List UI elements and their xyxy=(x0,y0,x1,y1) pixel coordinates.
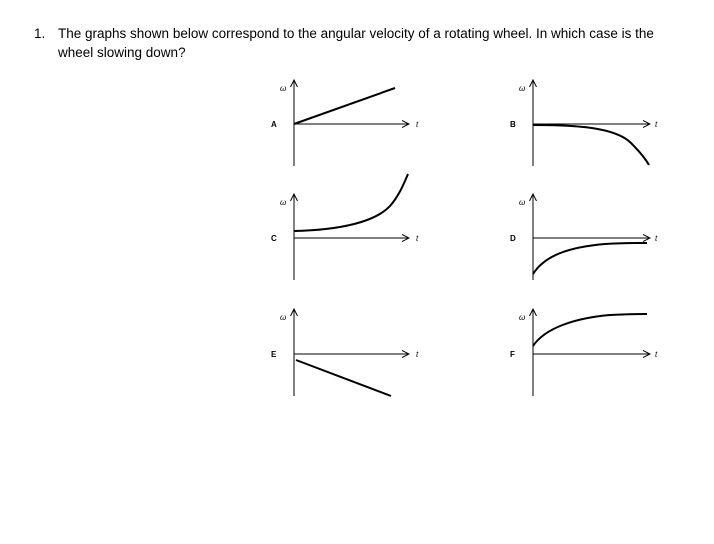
question-text: The graphs shown below correspond to the angular velocity of a rotating wheel. In which case is the wheel slowing down? xyxy=(58,26,654,60)
graph-e xyxy=(271,309,419,396)
graph-f-t-label: t xyxy=(655,350,658,359)
graph-d-letter: D xyxy=(510,234,516,243)
graph-b-t-label: t xyxy=(655,120,658,129)
graph-f-omega-label: ω xyxy=(519,313,526,322)
graph-b-curve xyxy=(533,125,649,165)
graph-d-t-label: t xyxy=(655,234,658,243)
graph-b-omega-label: ω xyxy=(519,84,526,93)
graph-c xyxy=(271,174,419,280)
graph-e-letter: E xyxy=(271,350,277,359)
graph-d-omega-label: ω xyxy=(519,198,526,207)
graph-a-letter: A xyxy=(271,120,277,129)
graph-a xyxy=(271,80,419,166)
graph-b-letter: B xyxy=(510,120,516,129)
graph-a-t-label: t xyxy=(416,120,419,129)
graph-a-curve xyxy=(294,88,395,124)
graph-c-letter: C xyxy=(271,234,277,243)
graph-d xyxy=(510,194,658,280)
graph-d-curve xyxy=(533,243,647,274)
question-number: 1. xyxy=(34,26,46,41)
graph-f xyxy=(510,309,658,396)
graph-e-omega-label: ω xyxy=(280,313,287,322)
graph-e-curve xyxy=(296,360,391,396)
graph-b xyxy=(510,80,658,166)
graph-c-curve xyxy=(294,174,408,231)
graph-a-omega-label: ω xyxy=(280,84,287,93)
graph-c-omega-label: ω xyxy=(280,198,287,207)
graph-f-curve xyxy=(533,314,647,346)
graph-c-t-label: t xyxy=(416,234,419,243)
graph-f-letter: F xyxy=(510,350,515,359)
graph-e-t-label: t xyxy=(416,350,419,359)
